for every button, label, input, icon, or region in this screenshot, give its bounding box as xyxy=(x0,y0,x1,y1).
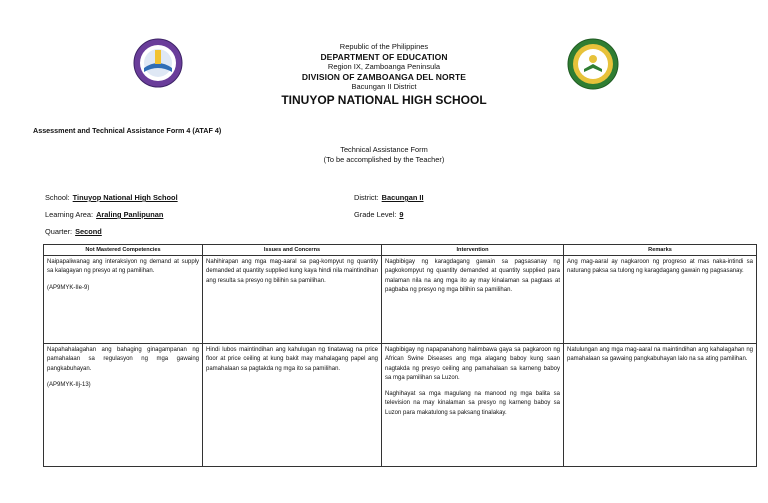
issues-text: Nahihirapan ang mga mag-aaral sa pag-kompyut ng quantity demanded at quantity supplied kung kaya hindi nila maintindihan ang resulta sa presyo ng bilihin sa pamilihan. xyxy=(206,259,378,284)
intervention-text: Nagbibigay ng napapanahong halimbawa gaya sa pagkaroon ng African Swine Diseases ang mga alagang baboy kung saan nagtakda ng presyo ceiling ang pamahalaan sa karneng baboy sa mga pamilihan sa Luzon. xyxy=(385,347,560,381)
intervention-cell xyxy=(382,344,564,467)
competency-code: (AP9MYK-IIe-9) xyxy=(47,284,90,291)
issues-cell xyxy=(203,344,382,467)
quarter-value: Second xyxy=(75,227,102,236)
learning-area-field xyxy=(45,210,163,219)
form-title-block xyxy=(200,145,568,164)
form-subtitle: (To be accomplished by the Teacher) xyxy=(323,154,445,164)
deped-division-seal xyxy=(133,38,183,88)
learning-area-value: Araling Panlipunan xyxy=(96,210,164,219)
school-name: TINUYOP NATIONAL HIGH SCHOOL xyxy=(281,93,487,107)
school-seal xyxy=(567,38,619,90)
competency-code: (AP9MYK-IIj-13) xyxy=(47,381,91,388)
district-field xyxy=(354,193,424,202)
competency-cell xyxy=(44,256,203,344)
table-header-row xyxy=(44,245,757,256)
quarter-label: Quarter: xyxy=(45,227,73,236)
grade-label: Grade Level: xyxy=(354,210,397,219)
district-value: Bacungan II xyxy=(381,193,424,202)
school-label: School: xyxy=(45,193,70,202)
division-text: DIVISION OF ZAMBOANGA DEL NORTE xyxy=(301,72,467,82)
grade-level-field xyxy=(354,210,403,219)
column-header: Not Mastered Competencies xyxy=(44,245,203,256)
grade-value: 9 xyxy=(399,210,404,219)
remarks-cell xyxy=(564,256,757,344)
column-header: Intervention xyxy=(382,245,564,256)
department-text: DEPARTMENT OF EDUCATION xyxy=(320,52,448,62)
intervention-text: Nagbibigay ng karagdagang gawain sa pagsasanay ng pagkokompyut ng quantity demanded at quantity supplied para malaman nila na ang mga ito ay may kinalaman sa pagtaas at pagbaba ng presyo ng mga bilihin sa pamilihan. xyxy=(385,259,560,293)
district-label: District: xyxy=(354,193,379,202)
competency-text: Napahahalagahan ang bahaging ginagampanan ng pamahalaan sa regulasyon ng mga gawaing pangkabuhayan. xyxy=(47,347,199,372)
table-row xyxy=(44,256,757,344)
intervention-cell xyxy=(382,256,564,344)
school-value: Tinuyop National High School xyxy=(72,193,178,202)
learning-area-label: Learning Area: xyxy=(45,210,94,219)
technical-assistance-table xyxy=(43,244,757,467)
district-text: Bacungan II District xyxy=(351,82,417,91)
form-label: Assessment and Technical Assistance Form 4 (ATAF 4) xyxy=(33,126,222,135)
competency-text: Naipapaliwanag ang interaksiyon ng demand at supply sa kalagayan ng presyo at ng pamilihan. xyxy=(47,259,199,275)
school-field xyxy=(45,193,178,202)
letterhead xyxy=(200,42,568,108)
remarks-text: Natulungan ang mga mag-aaral na maintindihan ang kahalagahan ng pamahalaan sa gawaing pangkabuhayan lalo na sa ating pamilihan. xyxy=(567,347,753,363)
table-row xyxy=(44,344,757,467)
republic-text: Republic of the Philippines xyxy=(339,42,429,51)
column-header: Remarks xyxy=(564,245,757,256)
column-header: Issues and Concerns xyxy=(203,245,382,256)
issues-cell xyxy=(203,256,382,344)
competency-cell xyxy=(44,344,203,467)
issues-text: Hindi lubos maintindihan ang kahulugan ng tinatawag na price floor at price ceiling at kung bakit may mahalagang papel ang pamahalaan sa pagtakda ng mga ito sa pamilihan. xyxy=(206,347,378,372)
intervention-text: Naghihayat sa mga magulang na manood ng mga balita sa television na may kinalaman sa presyo ng karneng baboy sa Luzon para makatulong sa paksang tinalakay. xyxy=(385,391,560,416)
region-text: Region IX, Zamboanga Peninsula xyxy=(327,62,441,71)
quarter-field xyxy=(45,227,102,236)
form-title: Technical Assistance Form xyxy=(340,145,428,154)
remarks-text: Ang mag-aaral ay nagkaroon ng progreso at mas naka-intindi sa naturang paksa sa tulong ng karagdagang gawain ng pagsasanay. xyxy=(567,259,753,275)
remarks-cell xyxy=(564,344,757,467)
